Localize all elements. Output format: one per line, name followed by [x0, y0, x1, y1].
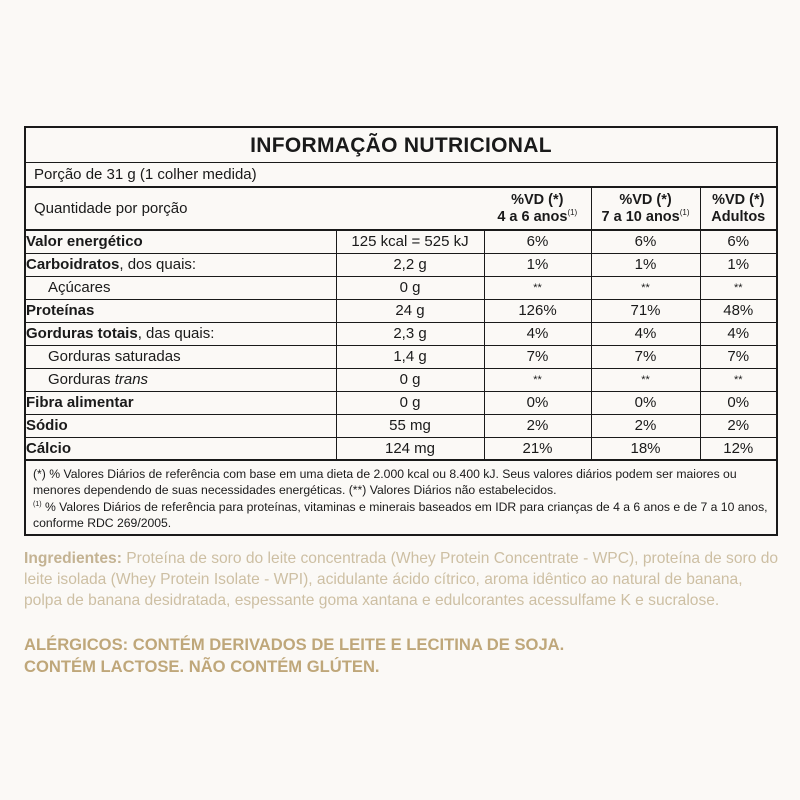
table-row: [26, 322, 776, 345]
nutrient-amount: 0 g: [336, 391, 484, 414]
dv-7-10: 71%: [591, 299, 700, 322]
table-row: [26, 345, 776, 368]
nutrient-name: Açúcares: [26, 276, 336, 299]
dv-header-7-10: [591, 188, 700, 230]
dv-adults: **: [700, 276, 776, 299]
ingredients-label: Ingredientes:: [24, 550, 122, 567]
dv-4-6: **: [484, 276, 591, 299]
nutrition-facts-panel: [24, 126, 778, 536]
nutrition-title: INFORMAÇÃO NUTRICIONAL: [26, 128, 776, 163]
dv-4-6: 126%: [484, 299, 591, 322]
dv-4-6: 7%: [484, 345, 591, 368]
allergens-line2: CONTÉM LACTOSE. NÃO CONTÉM GLÚTEN.: [24, 657, 380, 676]
dv-4-6: 6%: [484, 230, 591, 253]
dv-7-10: 2%: [591, 414, 700, 437]
dv-header-line2: 4 a 6 anos: [497, 208, 568, 225]
nutrient-name-cell: [26, 368, 336, 391]
dv-4-6: 4%: [484, 322, 591, 345]
quantity-header: Quantidade por porção: [26, 188, 484, 230]
nutrient-suffix: trans: [114, 371, 149, 388]
dv-4-6: 21%: [484, 437, 591, 460]
dv-adults: 2%: [700, 414, 776, 437]
nutrient-name: Gorduras totais: [26, 325, 138, 342]
nutrient-name-cell: [26, 253, 336, 276]
table-row: [26, 299, 776, 322]
footnote-mark: (1): [33, 500, 42, 508]
dv-adults: 12%: [700, 437, 776, 460]
table-row: [26, 253, 776, 276]
dv-header-adults: [700, 188, 776, 230]
ingredients-list: Proteína de soro do leite concentrada (Whey Protein Concentrate - WPC), proteína de soro do leite isolada (Whey Protein Isolate - WPI), acidulante ácido cítrico, aroma idêntico ao natural de banana, polpa de banana desidratada, espessante goma xantana e edulcorantes acessulfame K e sucralose.: [24, 550, 779, 609]
nutrient-amount: 2,2 g: [336, 253, 484, 276]
allergens-line1: ALÉRGICOS: CONTÉM DERIVADOS DE LEITE E LECITINA DE SOJA.: [24, 635, 565, 654]
dv-adults: **: [700, 368, 776, 391]
nutrient-name: Fibra alimentar: [26, 391, 336, 414]
nutrient-name: Proteínas: [26, 299, 336, 322]
dv-header-line2: 7 a 10 anos: [601, 208, 680, 225]
dv-adults: 1%: [700, 253, 776, 276]
nutrient-name: Cálcio: [26, 437, 336, 460]
dv-7-10: 4%: [591, 322, 700, 345]
nutrient-name: Gorduras: [48, 371, 111, 388]
dv-7-10: 7%: [591, 345, 700, 368]
footnote-daily-values: (*) % Valores Diários de referência com base em uma dieta de 2.000 kcal ou 8.400 kJ. Seus valores diários podem ser maiores ou menores dependendo de suas necessidades energéticas. (**) Valores Diários não estabelecidos.: [33, 467, 737, 498]
nutrient-amount: 2,3 g: [336, 322, 484, 345]
table-row: [26, 230, 776, 253]
nutrition-footnotes: [26, 461, 776, 531]
dv-adults: 0%: [700, 391, 776, 414]
nutrient-amount: 0 g: [336, 368, 484, 391]
dv-7-10: **: [591, 276, 700, 299]
nutrition-table: [26, 188, 776, 461]
dv-header-line1: %VD (*): [712, 191, 765, 208]
dv-7-10: 6%: [591, 230, 700, 253]
dv-header-line1: %VD (*): [511, 191, 564, 208]
table-row: [26, 276, 776, 299]
dv-4-6: **: [484, 368, 591, 391]
dv-7-10: **: [591, 368, 700, 391]
ingredients-text: [24, 548, 784, 611]
dv-header-line2: Adultos: [711, 208, 766, 225]
dv-4-6: 2%: [484, 414, 591, 437]
dv-7-10: 1%: [591, 253, 700, 276]
nutrient-amount: 125 kcal = 525 kJ: [336, 230, 484, 253]
nutrient-name: Valor energético: [26, 230, 336, 253]
footnote-mark: (1): [679, 207, 690, 217]
nutrient-suffix: , das quais:: [137, 325, 215, 342]
nutrient-amount: 124 mg: [336, 437, 484, 460]
nutrient-name: Sódio: [26, 414, 336, 437]
table-header-row: [26, 188, 776, 230]
table-row: [26, 391, 776, 414]
dv-7-10: 0%: [591, 391, 700, 414]
dv-header-4-6: [484, 188, 591, 230]
dv-adults: 48%: [700, 299, 776, 322]
dv-adults: 7%: [700, 345, 776, 368]
dv-4-6: 1%: [484, 253, 591, 276]
dv-adults: 6%: [700, 230, 776, 253]
dv-header-line1: %VD (*): [619, 191, 672, 208]
dv-adults: 4%: [700, 322, 776, 345]
dv-7-10: 18%: [591, 437, 700, 460]
footnote-mark: (1): [567, 207, 578, 217]
nutrient-name: Gorduras saturadas: [26, 345, 336, 368]
nutrient-amount: 55 mg: [336, 414, 484, 437]
footnote-idr: % Valores Diários de referência para proteínas, vitaminas e minerais baseados em IDR para crianças de 4 a 6 anos e de 7 a 10 anos, conforme RDC 269/2005.: [33, 499, 768, 530]
dv-4-6: 0%: [484, 391, 591, 414]
nutrient-amount: 1,4 g: [336, 345, 484, 368]
table-row: [26, 437, 776, 460]
nutrient-amount: 0 g: [336, 276, 484, 299]
nutrient-amount: 24 g: [336, 299, 484, 322]
nutrient-suffix: , dos quais:: [119, 256, 197, 273]
table-row: [26, 414, 776, 437]
nutrient-name-cell: [26, 322, 336, 345]
nutrient-name: Carboidratos: [26, 256, 120, 273]
table-row: [26, 368, 776, 391]
allergens-warning: [24, 634, 784, 678]
portion-size: Porção de 31 g (1 colher medida): [26, 163, 776, 188]
